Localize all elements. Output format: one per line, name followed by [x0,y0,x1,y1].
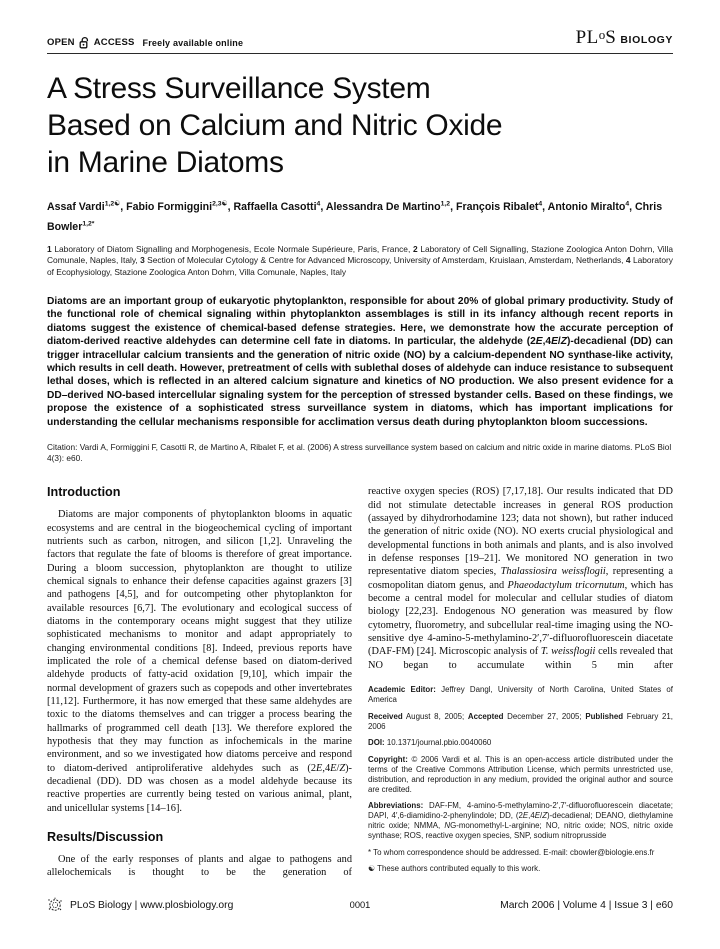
author: François Ribalet$^4$, [455,200,548,213]
results-paragraph: One of the early responses of plants and algae to pathogens and allelochemicals is thought to be the generation of [47,854,352,879]
copyright-notice: Copyright: © 2006 Vardi et al. This is an open-access article distributed under the terms of the Creative Commons Attribution License, which permits unrestricted use, distribution, and reproduction in any medium, provided the original author and source are credited. [368,754,673,794]
article-body [47,485,673,880]
open-label: OPEN [47,37,75,48]
article-title [47,70,673,181]
author: Alessandra De Martino$^{1,2}$, [325,200,456,213]
journal-name: BIOLOGY [620,34,673,46]
affiliations: 1 Laboratory of Diatom Signalling and Morphogenesis, Ecole Normale Supérieure, Paris, France, 2 Laboratory of Cell Signalling, Stazione Zoologica Anton Dohrn, Villa Comunale, Naples, Italy, 3 Section of Molecular Cytology & Centre for Advanced Microscopy, University of Amsterdam, Kruislaan, Amsterdam, Netherlands, 4 Laboratory of Ecophysiology, Stazione Zoologica Anton Dohrn, Villa Comunale, Naples, Italy [47,244,673,277]
body-continuation-paragraph: reactive oxygen species (ROS) [7,17,18]. Our results indicated that DD did not stimulate detectable increases in general ROS production (assayed by dihydrorhodamine 123; data not shown), but rather induced the generation of nitric oxide (NO). NO exerts crucial physiological and developmental functions in both animals and plants, and is also involved in defense responses [19–21]. We monitored NO generation in two representative diatom species, Thalassiosira weissflogii, representing a cosmopolitan diatom genus, and Phaeodactylum tricornutum, which has become a central model for molecular and cellular studies of diatom biology [22,23]. Endogenous NO generation was measured by flow cytometry, fluorometry, and subcellular real-time imaging using the NO-sensitive dye 4-amino-5-methylamino-2′,7′-difluorofluorescein diacetate (DAF-FM) [24]. Microscopic analysis of T. weissflogii cells revealed that NO began to accumulate within 5 min after [368,486,674,671]
open-access-banner [47,36,243,49]
academic-editor: Academic Editor: Jeffrey Dangl, University of North Carolina, United States of America [368,685,673,705]
freely-available-label: Freely available online [142,37,244,48]
footer-journal [47,897,330,913]
page-header [47,27,673,54]
page-footer [47,897,673,913]
author-list [47,195,673,236]
access-label: ACCESS [93,37,135,48]
footer-journal-label: PLoS Biology | www.plosbiology.org [70,899,234,911]
results-discussion-heading: Results/Discussion [47,830,164,845]
citation: Citation: Vardi A, Formiggini F, Casotti R, de Martino A, Ribalet F, et al. (2006) A stress surveillance system based on calcium and nitric oxide in marine diatoms. PLoS Biol 4(3): e60. [47,442,672,463]
author: Chris Bowler$^{1,2*}$ [47,200,663,234]
right-column [368,485,673,880]
equal-contribution-note: ☯ These authors contributed equally to this work. [368,864,541,874]
title-line-3: in Marine Diatoms [47,146,284,179]
article-metadata [368,685,673,874]
correspondence-note: * To whom correspondence should be addressed. E-mail: cbowler@biologie.ens.fr [368,847,655,857]
dates-received-accepted-published: Received August 8, 2005; Accepted December 27, 2005; Published February 21, 2006 [368,711,673,731]
open-lock-icon [79,36,90,49]
abbreviations: Abbreviations: DAF-FM, 4-amino-5-methylamino-2′,7′-difluorofluorescein diacetate; DAPI, 4′,6-diamidino-2-phenylindole; DD, (2E,4E/Z)-decadienal; DEANO, diethylamine nitric oxide; NMMA, NG-monomethyl-L-arginine; NO, nitric oxide; NOS, nitric oxide synthase; ROS, reactive oxygen species, SNP, sodium nitroprusside [368,801,673,841]
abstract: Diatoms are an important group of eukaryotic phytoplankton, responsible for about 20% of global primary productivity. Study of the functional role of chemical signaling within phytoplankton assemblages is still in its infancy although recent reports in diatoms suggest the existence of chemical-based defense strategies. Here, we demonstrate how the accurate perception of diatom-derived reactive aldehydes can determine cell fate in diatoms. In particular, the aldehyde (2E,4E/Z)-decadienal (DD) can trigger intracellular calcium transients and the generation of nitric oxide (NO) by a calcium-dependent NO synthase-like activity, which results in cell death. However, pretreatment of cells with sublethal doses of aldehyde can induce resistance to subsequent lethal doses, which is reflected in an altered calcium signature and kinetics of NO production. We also present evidence for a DD–derived NO-based intercellular signaling system for the perception of stressed bystander cells. Based on these findings, we propose the existence of a sophisticated stress surveillance system in diatoms, which has important implications for understanding the cellular mechanisms responsible for acclimation versus death during phytoplankton bloom successions. [47,295,673,428]
author: Fabio Formiggini$^{2,3☯}$, [126,200,234,213]
plos-biology-logo [576,27,673,49]
introduction-heading: Introduction [47,485,121,500]
introduction-paragraph: Diatoms are major components of phytoplankton blooms in aquatic ecosystems and are central in the biogeochemical cycling of important nutrients such as carbon, nitrogen, and silicon [1,2]. Unraveling the factors that regulate the fate of blooms is therefore of great importance. During a bloom succession, phytoplankton are thought to utilize chemical signals to enhance their defense capacities against grazers [3] and pathogens [4,5], and for outcompeting other phytoplankton for available resources [6,7]. The evolutionary and ecological success of diatoms in the contemporary oceans might suggest that they utilize sophisticated mechanisms to monitor and adapt appropriately to changing environmental conditions [8]. Indeed, previous reports have implicated the role of a chemical defense based on diatom-derived aldehyde products of fatty-acid oxidation [9,10], which impair the normal development of grazers such as copepods and other invertebrates [11,12]. Furthermore, it has now emerged that these same aldehydes are toxic to the diatoms themselves and can trigger a process bearing the hallmarks of programmed cell death [13]. We therefore explored the hypothesis that they may function as infochemicals in the marine environment, and so we investigated how diatoms perceive and respond to diatom-derived antiproliferative aldehydes such as (2E,4E/Z)-decadienal (DD). DD was chosen as a model aldehyde because its reactive properties are currently being tested on various animal, plant, and unicellular systems [14–16]. [47,509,352,814]
author: Raffaella Casotti$^4$, [233,200,326,213]
title-line-2: Based on Calcium and Nitric Oxide [47,109,503,142]
left-column [47,485,352,880]
page-number: 0001 [349,900,371,910]
author: Antonio Miralto$^4$, [547,200,636,213]
plos-diatom-logo-icon [47,897,63,913]
plos-wordmark: $PL^oS$ [575,27,617,48]
doi: DOI: 10.1371/journal.pbio.0040060 [368,738,492,748]
author: Assaf Vardi$^{1,2☯}$, [47,200,127,213]
title-line-1: A Stress Surveillance System [47,72,431,105]
footer-issue-info: March 2006 | Volume 4 | Issue 3 | e60 [500,899,673,911]
